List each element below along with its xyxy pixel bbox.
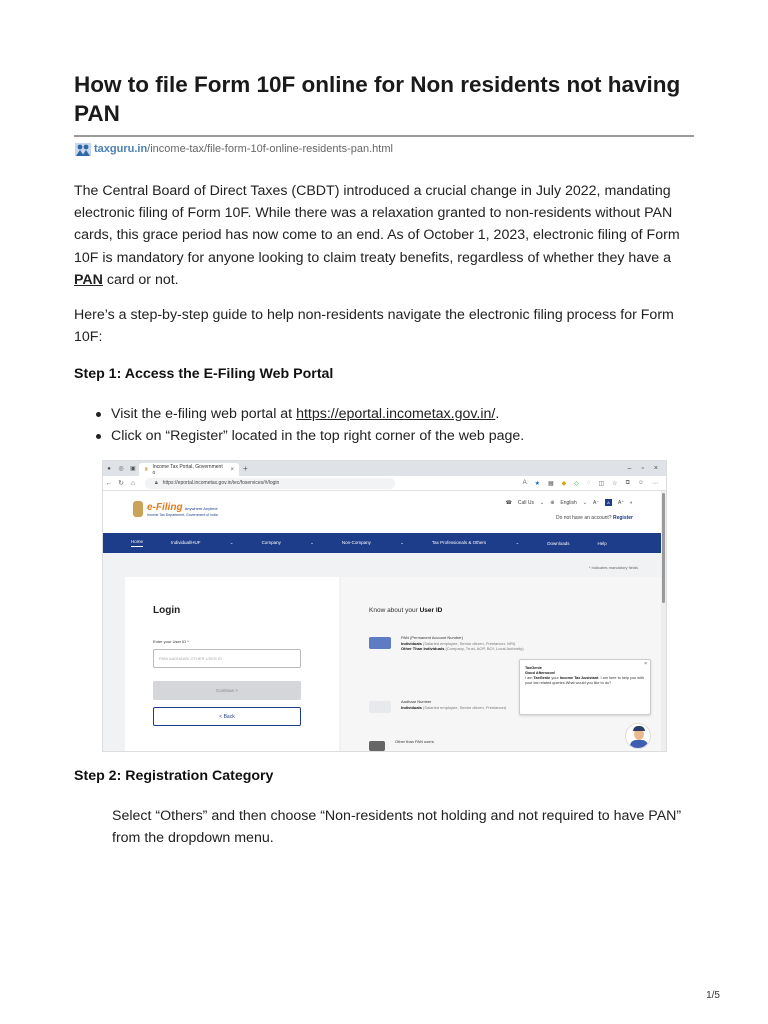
nav-label: Individual/HUF: [171, 540, 201, 545]
extension-icon: ▦: [548, 480, 554, 487]
tab-title: Income Tax Portal, Government o: [152, 463, 223, 476]
maximize-icon: ▫: [641, 465, 644, 472]
efiling-logo: [133, 501, 218, 517]
other-users-icon: [369, 741, 385, 751]
register-prompt: [556, 515, 633, 521]
pan-individuals: Individuals: [401, 640, 422, 646]
user-id-label: Enter your User ID *: [153, 639, 189, 644]
favorites-icon: ☆: [612, 480, 618, 487]
portal-header: [103, 491, 663, 533]
pan-other-desc: (Company, Trust, AOP, BOI, Local Authority): [444, 646, 524, 651]
nav-tax-professionals: Tax Professionals & Others ⌄: [431, 540, 520, 545]
source-domain[interactable]: taxguru.in: [94, 143, 148, 155]
logo-name: e-Filing: [147, 501, 183, 513]
know-title-bold: User ID: [419, 607, 443, 614]
page-number: 1/5: [706, 990, 720, 1001]
step1-list: [96, 403, 696, 447]
url-text: https://eportal.incometax.gov.in/iec/foservices/#/login: [162, 480, 280, 486]
chevron-down-icon: ⌄: [582, 499, 587, 506]
article-title: How to file Form 10F online for Non residents not having PAN: [74, 72, 681, 126]
eportal-link[interactable]: https://eportal.incometax.gov.in/: [296, 406, 496, 422]
pan-link[interactable]: PAN: [74, 271, 103, 288]
collections-icon: ⧉: [625, 479, 630, 486]
no-account-text: Do not have an account?: [555, 515, 612, 521]
guide-intro-paragraph: Here’s a step-by-step guide to help non-residents navigate the electronic filing process for Form 10F:: [74, 307, 674, 346]
phone-icon: ☎: [505, 499, 512, 506]
continue-button: Continue >: [153, 681, 301, 700]
step2-paragraph: Select “Others” and then choose “Non-residents not holding and not required to have PAN” from the dropdown menu.: [112, 808, 682, 846]
aadhaar-card-icon: [369, 701, 391, 713]
call-us-link: Call Us: [517, 499, 534, 506]
nav-company: Company ⌄: [261, 540, 314, 545]
portal-nav: [103, 533, 663, 553]
aadhaar-individuals: Individuals: [401, 704, 422, 710]
pan-individuals-desc: (Salaried employee, Senior citizen, Freelancer, NRI): [421, 640, 516, 646]
text-size-decrease: A⁻: [593, 499, 599, 506]
mandatory-note: * Indicates mandatory fields: [588, 565, 638, 570]
source-link[interactable]: [74, 141, 393, 157]
pan-card-icon: [369, 637, 391, 649]
taxgenie-msg-bold: Income Tax Assistant: [559, 676, 599, 680]
step1-heading: Step 1: Access the E-Filing Web Portal: [74, 366, 334, 382]
intro-paragraph: [74, 180, 694, 291]
profile-icon: ☺: [637, 479, 644, 486]
home-icon: ⌂: [130, 479, 136, 487]
browser-tab: [139, 463, 239, 476]
nav-label: Company: [261, 540, 281, 545]
taxgenie-msg-name: TaxGenie: [533, 676, 551, 680]
intro-text-end: card or not.: [102, 271, 179, 288]
know-title: [369, 607, 442, 614]
extension-icon: ◌: [586, 479, 591, 486]
other-users-row: [369, 739, 585, 751]
bullet-text: Visit the e-filing web portal at: [111, 406, 297, 422]
contrast-icon: ◐: [629, 499, 633, 506]
taxgenie-greeting: Good Afternoon!: [525, 671, 556, 675]
back-arrow-icon: ←: [105, 479, 113, 487]
taxgenie-msg: I am: [525, 676, 534, 680]
bullet-text-end: .: [495, 406, 500, 422]
login-title: Login: [153, 605, 181, 616]
minimize-icon: –: [627, 465, 632, 472]
close-window-icon: ×: [653, 465, 658, 472]
pan-info-row: [369, 635, 591, 652]
step2-heading: Step 2: Registration Category: [74, 768, 274, 784]
back-button: < Back: [153, 707, 301, 726]
list-item: Click on “Register” located in the top right corner of the web page.: [96, 425, 696, 447]
close-icon: ×: [230, 466, 234, 473]
header-tools: [506, 499, 633, 506]
text-size-normal: A: [605, 499, 612, 506]
taxgenie-chat-popup: [519, 659, 651, 715]
taxgenie-msg: . I am here to help you with your tax related queries.What would you like to do?: [525, 676, 644, 685]
nav-help: Help: [597, 540, 607, 546]
browser-toolbar-icons: [523, 480, 666, 487]
pan-title: PAN (Permanent Account Number): [401, 635, 463, 640]
lock-icon: 🔒︎: [155, 480, 158, 486]
split-screen-icon: ◫: [598, 480, 605, 487]
nav-non-company: Non-Company ⌄: [341, 540, 404, 545]
read-aloud-icon: A: [522, 479, 527, 486]
close-icon: ×: [644, 661, 647, 667]
nav-individual-huf: Individual/HUF ⌄: [171, 540, 234, 545]
chevron-down-icon: ⌄: [539, 499, 545, 506]
window-controls: [628, 465, 666, 472]
nav-label: Tax Professionals & Others: [431, 540, 487, 545]
emblem-icon: [133, 501, 143, 517]
tab-actions-icon: ▣: [130, 466, 136, 472]
browser-address-bar: [103, 476, 666, 491]
source-path[interactable]: /income-tax/file-form-10f-online-residents-pan.html: [147, 143, 393, 155]
browser-tab-bar: [103, 461, 666, 476]
login-card: [125, 577, 339, 752]
nav-label: Non-Company: [341, 540, 371, 545]
taxgenie-title: TaxGenie: [525, 666, 542, 670]
register-link: Register: [612, 515, 633, 521]
extension-icon: ◆: [561, 480, 567, 487]
title-divider: [74, 135, 694, 137]
favorite-star-icon: ★: [534, 480, 540, 487]
aadhaar-title: Aadhaar Number: [401, 699, 432, 704]
user-id-input: PAN/ AADHAAR/ OTHER USER ID: [153, 649, 301, 668]
globe-icon: ⊕: [550, 499, 555, 506]
list-item: [96, 403, 696, 425]
pan-other: Other Than Individuals: [401, 646, 445, 651]
know-title-text: Know about your: [369, 607, 420, 614]
eportal-login-screenshot: [102, 460, 667, 752]
collections-icon: ◎: [118, 466, 124, 472]
extension-icon: ◇: [574, 480, 579, 487]
text-size-increase: A⁺: [617, 499, 624, 506]
new-tab-icon: +: [243, 464, 248, 473]
logo-dept: Income Tax Department, Government of India: [147, 512, 218, 517]
refresh-icon: ↻: [118, 480, 124, 487]
intro-text: The Central Board of Direct Taxes (CBDT) introduced a crucial change in July 2022, mandating electronic filing of Form 10F. While there was a relaxation granted to non-residents without PAN cards, this grace period has now come to an end. As of October 1, 2023, electronic filing of Form 10F is mandatory for anyone looking to claim treaty benefits, regardless of whether they have a: [74, 183, 680, 266]
profile-icon: ●: [107, 465, 111, 472]
logo-tagline: Anywhere Anytime: [184, 505, 218, 511]
url-field: [145, 478, 395, 489]
language-select: English: [560, 499, 577, 506]
taxguru-logo-icon: [74, 141, 92, 157]
taxgenie-msg: your: [550, 676, 560, 680]
nav-home: Home: [131, 539, 143, 547]
other-title: Other than PAN users: [395, 739, 434, 744]
scrollbar: [661, 491, 666, 752]
taxgenie-avatar: [625, 723, 651, 749]
site-favicon-icon: ♜: [144, 466, 149, 473]
nav-downloads: Downloads: [547, 540, 570, 546]
aadhaar-desc: (Salaried employee, Senior citizen, Freelancer): [421, 704, 507, 710]
more-icon: ⋯: [652, 480, 658, 487]
